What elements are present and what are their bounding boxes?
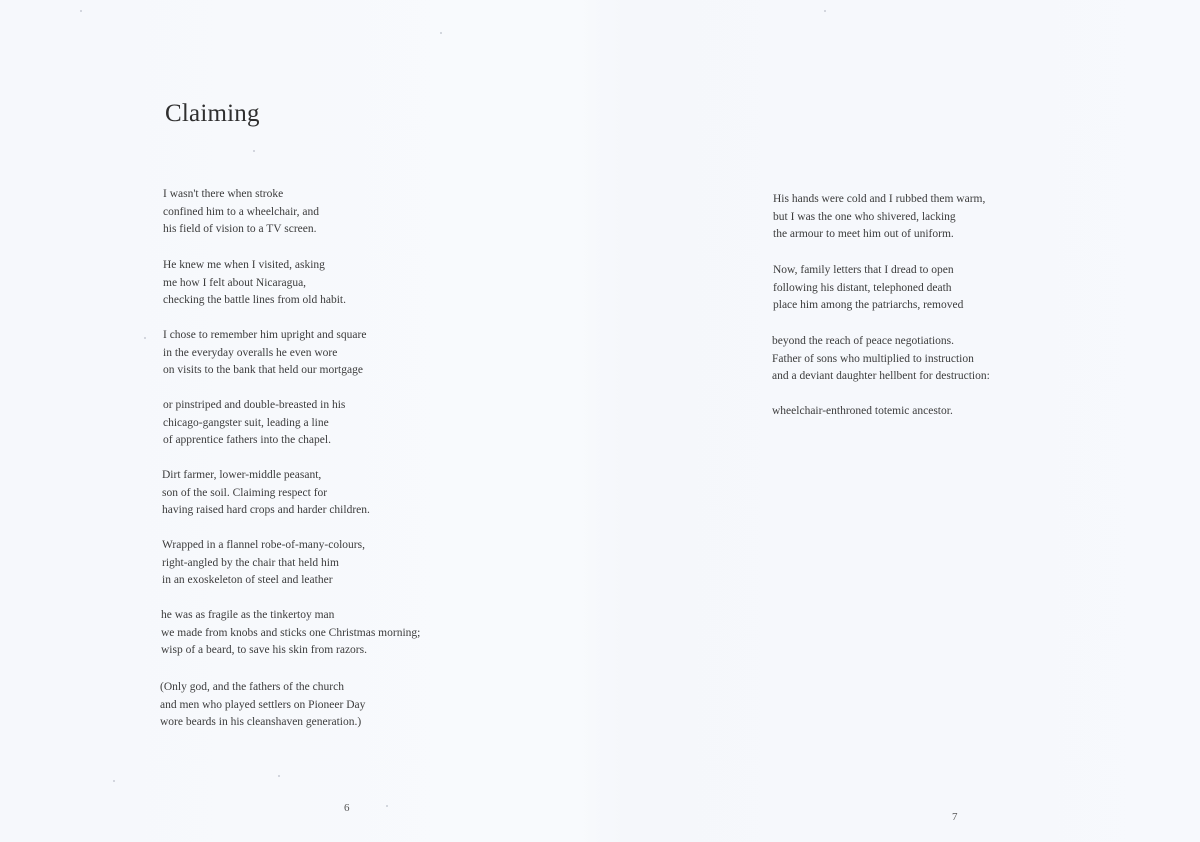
poem-line: Wrapped in a flannel robe-of-many-colours,	[162, 539, 365, 551]
poem-line: of apprentice fathers into the chapel.	[163, 434, 331, 446]
poem-line: having raised hard crops and harder children.	[162, 504, 370, 516]
poem-line: Now, family letters that I dread to open	[773, 264, 954, 276]
poem-line: or pinstriped and double-breasted in his	[163, 399, 346, 411]
poem-line: place him among the patriarchs, removed	[773, 299, 964, 311]
stanza	[163, 397, 345, 450]
scan-speck	[113, 780, 115, 782]
poem-line: me how I felt about Nicaragua,	[163, 276, 307, 289]
scan-speck	[253, 150, 255, 152]
stanza	[773, 191, 985, 244]
poem-line: Dirt farmer, lower-middle peasant,	[162, 469, 322, 481]
poem-line: he was as fragile as the tinkertoy man	[161, 609, 335, 621]
poem-line: I wasn't there when stroke	[163, 188, 284, 200]
poem-line: in an exoskeleton of steel and leather	[162, 574, 333, 586]
poem-line: and men who played settlers on Pioneer Day	[160, 698, 366, 711]
poem-line: I chose to remember him upright and square	[163, 329, 367, 341]
poem-line: beyond the reach of peace negotiations.	[772, 335, 955, 347]
scan-speck	[824, 10, 826, 12]
stanza	[161, 607, 420, 660]
poem-line: following his distant, telephoned death	[773, 281, 952, 294]
stanza	[163, 257, 346, 310]
poem-line: confined him to a wheelchair, and	[163, 205, 320, 218]
poem-line: we made from knobs and sticks one Christmas morning;	[161, 626, 421, 639]
poem-line: in the everyday overalls he even wore	[163, 346, 338, 359]
stanza	[772, 333, 990, 386]
poem-line: chicago-gangster suit, leading a line	[163, 416, 329, 429]
stanza	[773, 262, 963, 315]
stanza	[163, 327, 366, 380]
poem-line: (Only god, and the fathers of the church	[160, 681, 344, 693]
page-number: 7	[952, 811, 958, 823]
scan-speck	[80, 10, 82, 12]
poem-line: wore beards in his cleanshaven generation.)	[160, 716, 362, 728]
stanza	[163, 186, 319, 239]
page-number: 6	[344, 802, 350, 814]
poem-line: His hands were cold and I rubbed them warm,	[773, 193, 986, 205]
poem-title: Claiming	[165, 100, 260, 127]
stanza	[772, 403, 953, 421]
poem-line: his field of vision to a TV screen.	[163, 223, 317, 235]
poem-line: and a deviant daughter hellbent for destruction:	[772, 370, 990, 382]
poem-line: wisp of a beard, to save his skin from razors.	[161, 644, 367, 656]
poem-line: Father of sons who multiplied to instruction	[772, 352, 974, 365]
poem-line: on visits to the bank that held our mortgage	[163, 364, 363, 376]
poem-line: wheelchair-enthroned totemic ancestor.	[772, 405, 953, 417]
stanza	[160, 679, 365, 732]
poem-line: right-angled by the chair that held him	[162, 556, 339, 569]
poem-line: but I was the one who shivered, lacking	[773, 210, 956, 223]
scan-speck	[278, 775, 280, 777]
stanza	[162, 467, 370, 520]
poem-line: son of the soil. Claiming respect for	[162, 486, 328, 499]
scan-speck	[144, 337, 146, 339]
poem-line: He knew me when I visited, asking	[163, 259, 325, 271]
stanza	[162, 537, 365, 590]
scan-speck	[386, 805, 388, 807]
poem-line: the armour to meet him out of uniform.	[773, 228, 954, 240]
poem-line: checking the battle lines from old habit.	[163, 294, 346, 306]
scan-speck	[440, 32, 442, 34]
right-page	[600, 0, 1200, 842]
